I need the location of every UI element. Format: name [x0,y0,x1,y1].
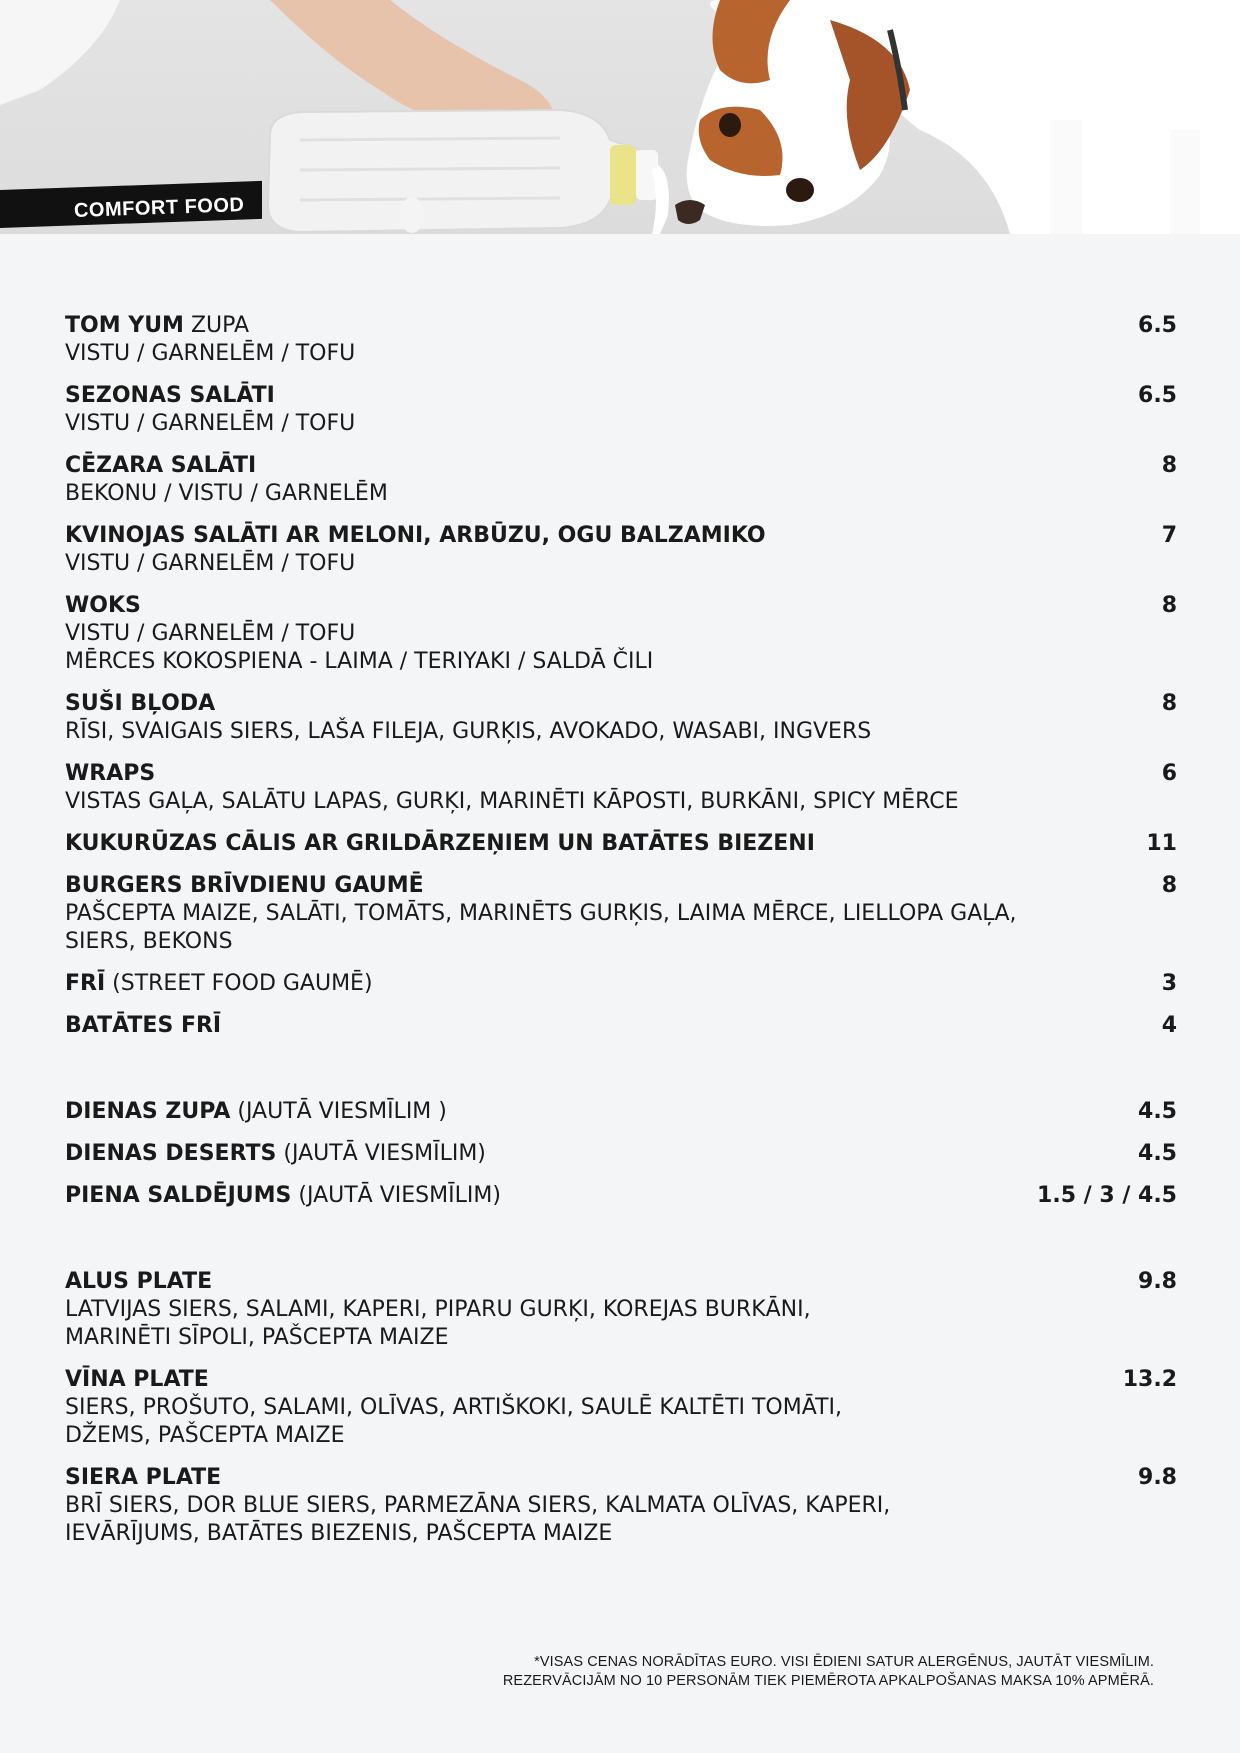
menu-item-name: ALUS PLATE [65,1269,213,1294]
menu-item-description: VISTU / GARNELĒM / TOFU [65,341,356,366]
menu-item-title [65,1464,1177,1492]
menu-item-description: BRĪ SIERS, DOR BLUE SIERS, PARMEZĀNA SIERS, KALMATA OLĪVAS, KAPERI, [65,1493,891,1518]
menu-item-title [65,690,1177,718]
menu-item-note: (JAUTĀ VIESMĪLIM) [291,1183,501,1208]
menu-item-name: BATĀTES FRĪ [65,1013,222,1038]
menu-item-name: KUKURŪZAS CĀLIS AR GRILDĀRZEŅIEM UN BATĀTES BIEZENI [65,831,815,856]
menu-item-title [65,872,1177,900]
menu-item-price: 6.5 [1138,383,1177,408]
menu-item-price: 11 [1146,831,1177,856]
menu-item-price: 6.5 [1138,313,1177,338]
menu-item-price: 4.5 [1138,1141,1177,1166]
menu-item-description: PAŠCEPTA MAIZE, SALĀTI, TOMĀTS, MARINĒTS GURĶIS, LAIMA MĒRCE, LIELLOPA GAĻA, [65,901,1017,926]
menu-item-title [65,452,1177,480]
menu-item-name: VĪNA PLATE [65,1367,209,1392]
menu-item-description: MARINĒTI SĪPOLI, PAŠCEPTA MAIZE [65,1325,449,1350]
menu-item [65,1098,1177,1126]
menu-item-price: 7 [1161,523,1177,548]
menu-item-note: (JAUTĀ VIESMĪLIM) [276,1141,486,1166]
menu-item-description: VISTU / GARNELĒM / TOFU [65,411,356,436]
menu-item-note: ZUPA [183,313,250,338]
menu-item-title [65,1012,1177,1040]
menu-item [65,690,1177,746]
menu-item-price: 8 [1161,873,1177,898]
menu-item-description: DŽEMS, PAŠCEPTA MAIZE [65,1423,345,1448]
menu-item-title [65,382,1177,410]
footnote [503,1653,1154,1691]
footnote-line: REZERVĀCIJĀM NO 10 PERSONĀM TIEK PIEMĒROTA APKALPOŠANAS MAKSA 10% APMĒRĀ. [502,1673,1154,1689]
section-gap [65,1224,1177,1268]
menu-item [65,760,1177,816]
menu-item-name: SUŠI BĻODA [65,691,216,716]
menu-item-price: 8 [1161,593,1177,618]
menu-list [65,312,1177,1562]
section-gap [65,1054,1177,1098]
menu-item-title [65,1268,1177,1296]
menu-item [65,1464,1177,1548]
menu-item-price: 3 [1161,971,1177,996]
menu-item-name: TOM YUM [65,313,184,338]
menu-item-price: 8 [1161,453,1177,478]
menu-item [65,1366,1177,1450]
menu-item-description: SIERS, BEKONS [65,929,233,954]
menu-item-note: (STREET FOOD GAUMĒ) [105,971,373,996]
menu-item-description: VISTU / GARNELĒM / TOFU [65,551,356,576]
menu-item-name: WRAPS [65,761,156,786]
menu-item-title [65,1182,1177,1210]
menu-item-title [65,1366,1177,1394]
menu-item-price: 8 [1161,691,1177,716]
menu-item-name: KVINOJAS SALĀTI AR MELONI, ARBŪZU, OGU BALZAMIKO [65,523,766,548]
menu-item-title [65,592,1177,620]
menu-item-price: 4 [1161,1013,1177,1038]
menu-item-description: RĪSI, SVAIGAIS SIERS, LAŠA FILEJA, GURĶIS, AVOKADO, WASABI, INGVERS [65,719,872,744]
menu-item-name: BURGERS BRĪVDIENU GAUMĒ [65,873,424,898]
menu-item [65,592,1177,676]
menu-item-title [65,830,1177,858]
menu-item-name: DIENAS DESERTS [65,1141,277,1166]
menu-item-name: SIERA PLATE [65,1465,222,1490]
menu-item-price: 6 [1161,761,1177,786]
menu-item-description: SIERS, PROŠUTO, SALAMI, OLĪVAS, ARTIŠKOKI, SAULĒ KALTĒTI TOMĀTI, [65,1395,842,1420]
menu-item-title [65,970,1177,998]
menu-item-title [65,760,1177,788]
menu-item [65,312,1177,368]
menu-item-price: 9.8 [1138,1269,1177,1294]
menu-item-name: DIENAS ZUPA [65,1099,231,1124]
menu-item-description: IEVĀRĪJUMS, BATĀTES BIEZENIS, PAŠCEPTA MAIZE [65,1521,613,1546]
menu-item [65,1268,1177,1352]
footnote-line: *VISAS CENAS NORĀDĪTAS EURO. VISI ĒDIENI SATUR ALERGĒNUS, JAUTĀT VIESMĪLIM. [534,1654,1154,1670]
category-banner-label: COMFORT FOOD [73,194,245,222]
menu-item-note: (JAUTĀ VIESMĪLIM ) [230,1099,447,1124]
menu-item-price: 1.5 / 3 / 4.5 [1037,1183,1177,1208]
menu-item-description: VISTAS GAĻA, SALĀTU LAPAS, GURĶI, MARINĒTI KĀPOSTI, BURKĀNI, SPICY MĒRCE [65,789,959,814]
menu-item-name: SEZONAS SALĀTI [65,383,275,408]
menu-item [65,970,1177,998]
menu-item [65,1182,1177,1210]
menu-item-name: FRĪ [65,971,106,996]
menu-item [65,1140,1177,1168]
menu-item [65,1012,1177,1040]
menu-item-price: 13.2 [1122,1367,1177,1392]
menu-item [65,382,1177,438]
menu-item-price: 4.5 [1138,1099,1177,1124]
menu-item-price: 9.8 [1138,1465,1177,1490]
menu-item-name: WOKS [65,593,141,618]
menu-item-description: MĒRCES KOKOSPIENA - LAIMA / TERIYAKI / SALDĀ ČILI [65,649,654,674]
menu-item [65,452,1177,508]
menu-item [65,872,1177,956]
menu-item-title [65,1098,1177,1126]
menu-item-title [65,1140,1177,1168]
menu-item-description: LATVIJAS SIERS, SALAMI, KAPERI, PIPARU GURĶI, KOREJAS BURKĀNI, [65,1297,811,1322]
menu-item-description: BEKONU / VISTU / GARNELĒM [65,481,388,506]
menu-item-description: VISTU / GARNELĒM / TOFU [65,621,356,646]
menu-item-title [65,522,1177,550]
menu-item-title [65,312,1177,340]
menu-item [65,522,1177,578]
menu-item [65,830,1177,858]
menu-item-name: CĒZARA SALĀTI [65,453,257,478]
menu-item-name: PIENA SALDĒJUMS [65,1183,292,1208]
